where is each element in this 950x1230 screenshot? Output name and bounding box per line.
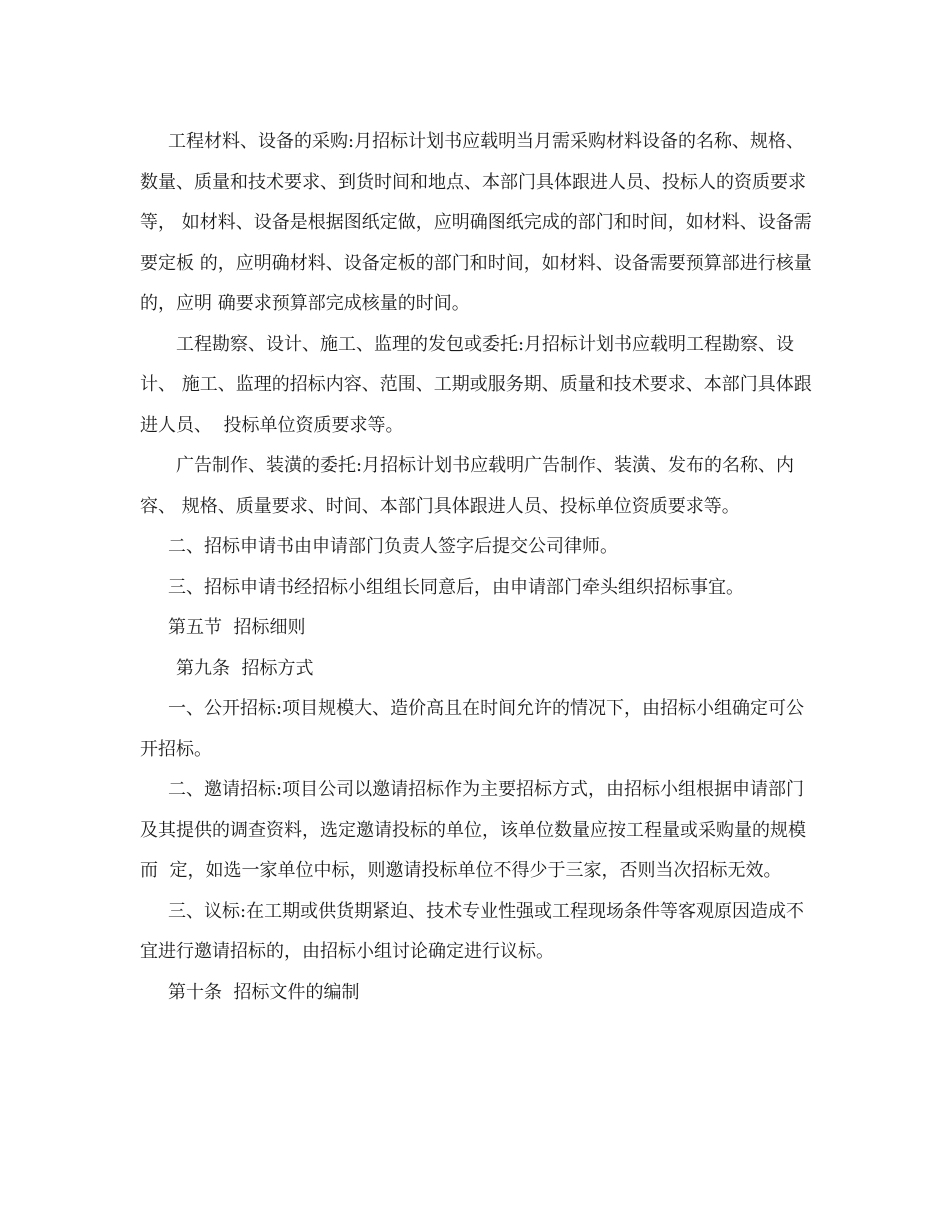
article-heading-article-ten: 第十条 招标文件的编制 [168,981,360,1003]
paragraph-application-approval: 三、招标申请书经招标小组组长同意后，由申请部门牵头组织招标事宜。 [168,576,744,598]
paragraph-invited-tender: 二、邀请招标:项目公司以邀请招标作为主要招标方式，由招标小组根据申请部门及其提供的调查资料，选定邀请投标的单位，该单位数量应按工程量或采购量的规模而 定，如选一家单位中标，则邀请投标单位不得少于三家，否则当次招标无效。 [140,779,806,881]
document-body [140,122,820,1013]
section-heading-section-five: 第五节 招标细则 [168,617,306,638]
paragraph-application-signature: 二、招标申请书由申请部门负责人签字后提交公司律师。 [168,536,618,557]
paragraph-open-tender: 一、公开招标:项目规模大、造价高且在时间允许的情况下，由招标小组确定可公开招标。 [140,698,805,760]
paragraph-advertising-decoration: 广告制作、装潢的委托:月招标计划书应载明广告制作、装潢、发布的名称、内容、 规格、质量要求、时间、本部门具体跟进人员、投标单位资质要求等。 [140,455,795,517]
article-heading-article-nine: 第九条 招标方式 [176,657,314,679]
paragraph-materials-procurement: 工程材料、设备的采购:月招标计划书应载明当月需采购材料设备的名称、规格、 数量、质量和技术要求、到货时间和地点、本部门具体跟进人员、投标人的资质要求等， 如材料、设备是根据图纸定做，应明确图纸完成的部门和时间，如材料、设备需要定板 的，应明确材料、设备定板的部门和时间，如材料、设备需要预算部进行核量的，应明 确要求预算部完成核量的时间。 [140,131,812,314]
paragraph-survey-design-construction: 工程勘察、设计、施工、监理的发包或委托:月招标计划书应载明工程勘察、设计、 施工、监理的招标内容、范围、工期或服务期、质量和技术要求、本部门具体跟进人员、 投标单位资质要求等。 [140,333,812,436]
paragraph-negotiated-tender: 三、议标:在工期或供货期紧迫、技术专业性强或工程现场条件等客观原因造成不 宜进行邀请招标的，由招标小组讨论确定进行议标。 [140,900,816,962]
